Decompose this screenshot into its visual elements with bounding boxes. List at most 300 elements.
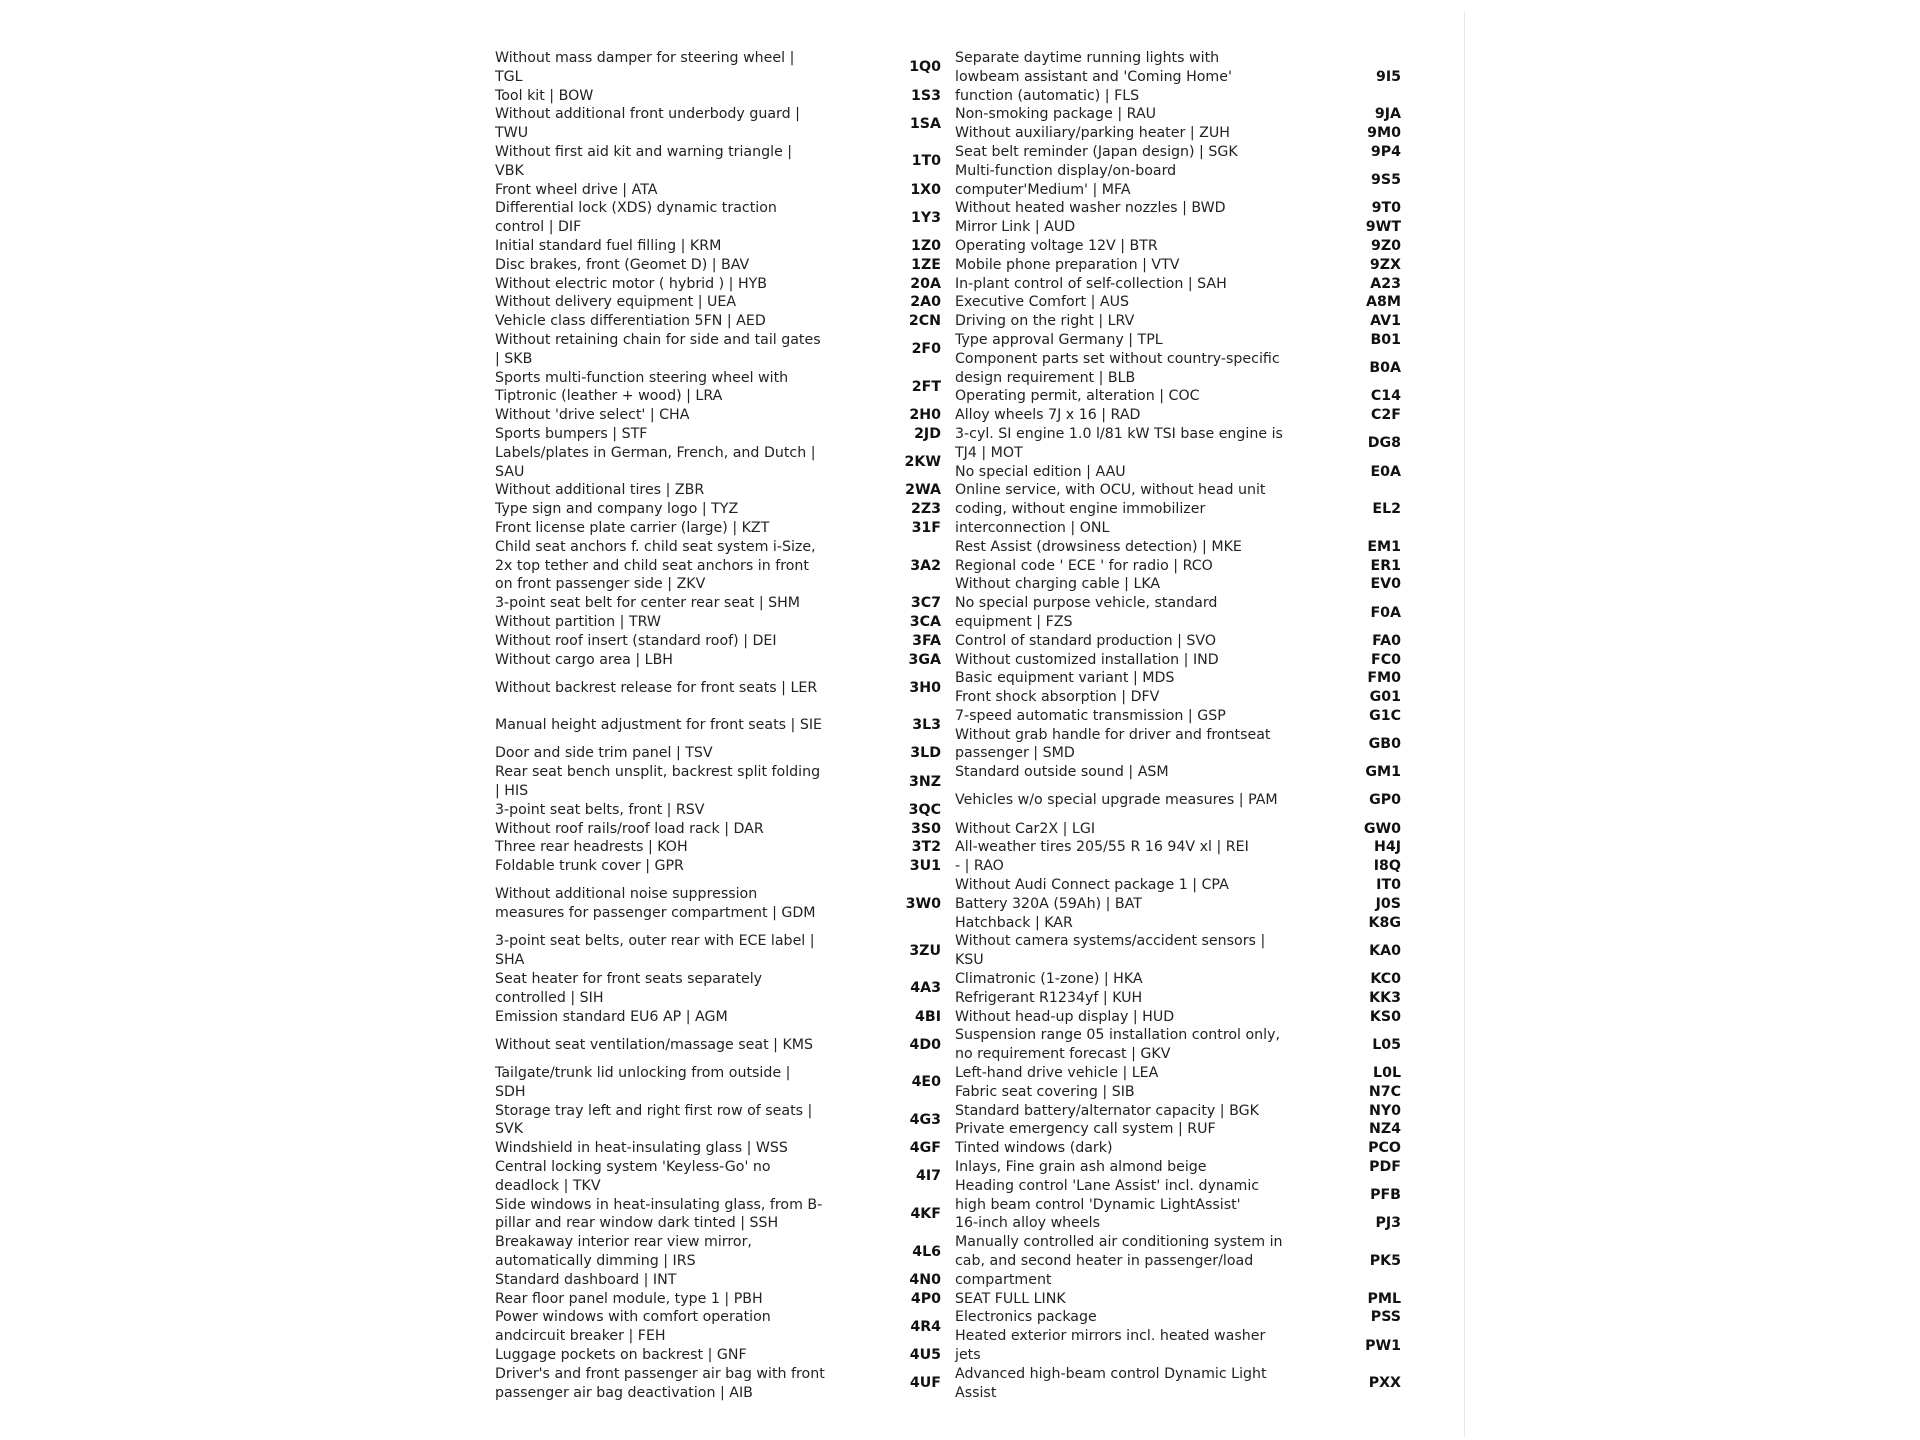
equipment-description: Differential lock (XDS) dynamic traction control | DIF [495,200,777,236]
equipment-row [495,481,941,500]
equipment-description: Advanced high-beam control Dynamic Light Assist [955,1365,1267,1401]
equipment-description: Front license plate carrier (large) | KZT [495,519,770,536]
equipment-description: Manual height adjustment for front seats | SIE [495,717,822,734]
equipment-code: 1Z0 [910,237,941,254]
equipment-description: Fabric seat covering | SIB [955,1083,1135,1100]
equipment-code: 3T2 [911,839,941,856]
equipment-description: Seat heater for front seats separately controlled | SIH [495,971,763,1006]
equipment-description: Luggage pockets on backrest | GNF [495,1346,747,1363]
equipment-code: 4A3 [910,980,941,997]
equipment-code: K8G [1368,914,1401,931]
equipment-code: 3L3 [912,717,941,734]
equipment-row [495,744,941,763]
equipment-row [495,801,941,820]
equipment-code: GB0 [1368,736,1401,753]
equipment-description: Without heated washer nozzles | BWD [955,200,1226,217]
equipment-description: Without customized installation | IND [955,651,1219,668]
equipment-row [955,669,1401,688]
equipment-code: 4UF [909,1375,941,1392]
equipment-code: 1Y3 [910,209,941,226]
equipment-code: B0A [1369,360,1401,377]
equipment-row [955,1008,1401,1027]
equipment-code: 9T0 [1371,200,1401,217]
equipment-description: Without head-up display | HUD [955,1008,1175,1025]
equipment-code: 1SA [909,115,941,132]
equipment-row [955,275,1401,294]
equipment-description: Child seat anchors f. child seat system i-Size, 2x top tether and child seat anchors in front on front passenger side | ZKV [495,538,816,593]
equipment-code: 4P0 [910,1290,941,1307]
equipment-row [955,557,1401,576]
equipment-row [955,237,1401,256]
equipment-description: Without first aid kit and warning triangle | VBK [495,143,793,179]
equipment-row [495,444,941,482]
equipment-description: 3-point seat belts, outer rear with ECE label | SHA [495,933,815,969]
equipment-description: Separate daytime running lights with lowbeam assistant and 'Coming Home' function (automatic) | FLS [955,50,1232,104]
equipment-description: Control of standard production | SVO [955,632,1217,649]
equipment-description: 3-point seat belt for center rear seat | SHM [495,595,801,612]
equipment-row [495,1196,941,1234]
equipment-row [955,331,1401,350]
equipment-row [495,932,941,970]
equipment-row [955,49,1401,105]
equipment-description: Tinted windows (dark) [955,1140,1113,1157]
equipment-code: A8M [1366,294,1401,311]
equipment-code: 9ZX [1369,256,1401,273]
equipment-code: N7C [1368,1083,1401,1100]
equipment-code: 4KF [910,1206,941,1222]
equipment-row [955,293,1401,312]
equipment-code: IT0 [1376,877,1401,894]
equipment-description: Seat belt reminder (Japan design) | SGK [955,143,1238,160]
equipment-code: DG8 [1367,435,1401,452]
equipment-code: 4U5 [909,1346,941,1363]
equipment-description: Disc brakes, front (Geomet D) | BAV [495,256,750,273]
equipment-row [955,1120,1401,1139]
equipment-description: Rest Assist (drowsiness detection) | MKE [955,538,1242,555]
equipment-row [955,651,1401,670]
equipment-row [495,331,941,369]
equipment-description: Climatronic (1-zone) | HKA [955,971,1143,988]
equipment-description: Without roof rails/roof load rack | DAR [495,820,764,837]
equipment-description: Front shock absorption | DFV [955,689,1160,706]
equipment-description: Inlays, Fine grain ash almond beige [955,1159,1207,1176]
equipment-description: All-weather tires 205/55 R 16 94V xl | REI [955,839,1249,856]
equipment-row [955,256,1401,275]
equipment-description: Without roof insert (standard roof) | DEI [495,632,777,649]
equipment-row [495,1102,941,1140]
equipment-row [495,406,941,425]
equipment-code: KC0 [1370,971,1401,988]
equipment-code: GM1 [1365,764,1401,781]
equipment-description: Without delivery equipment | UEA [495,294,737,311]
equipment-row [955,857,1401,876]
equipment-description: Without auxiliary/parking heater | ZUH [955,125,1230,142]
equipment-row [955,632,1401,651]
equipment-description: Foldable trunk cover | GPR [495,858,684,875]
equipment-description: Without retaining chain for side and tail gates | SKB [495,331,821,367]
equipment-code: 3A2 [910,557,941,574]
equipment-code: 4E0 [911,1074,941,1091]
equipment-description: Left-hand drive vehicle | LEA [955,1065,1159,1082]
equipment-description: Driver's and front passenger air bag with front passenger air bag deactivation | AIB [495,1365,825,1401]
equipment-row [955,425,1401,463]
equipment-row [955,1139,1401,1158]
equipment-code: H4J [1373,839,1401,856]
equipment-code: 4GF [909,1140,941,1157]
equipment-code: NY0 [1368,1102,1401,1119]
equipment-row [955,124,1401,143]
equipment-row [495,181,941,200]
equipment-row [495,538,941,594]
equipment-row [955,463,1401,482]
equipment-description: Component parts set without country-specific design requirement | BLB [955,350,1280,386]
equipment-row [955,1233,1401,1289]
equipment-code: 3FA [912,632,941,649]
equipment-code: 4D0 [909,1036,941,1053]
equipment-description: Hatchback | KAR [955,914,1073,931]
equipment-row [955,594,1401,632]
equipment-code: 2FT [911,378,941,395]
equipment-description: Online service, with OCU, without head unit coding, without engine immobilizer interconnection | ONL [955,482,1266,536]
equipment-code: FM0 [1367,670,1401,687]
equipment-code: 31F [911,519,941,536]
equipment-row [495,1308,941,1346]
equipment-row [495,143,941,181]
equipment-row [495,312,941,331]
equipment-row [955,312,1401,331]
equipment-row [495,1346,941,1365]
equipment-code: E0A [1370,463,1401,480]
equipment-code: NZ4 [1368,1121,1401,1138]
equipment-code: C2F [1371,407,1401,424]
equipment-code: PXX [1368,1375,1401,1392]
equipment-row [955,726,1401,764]
equipment-code: 2CN [908,313,941,330]
equipment-code: L0L [1373,1065,1401,1082]
equipment-description: Without camera systems/accident sensors | KSU [955,933,1266,969]
equipment-code: 9Z0 [1370,237,1401,254]
equipment-code: 3NZ [908,773,941,790]
equipment-row [955,105,1401,124]
equipment-code: 2Z3 [910,501,941,518]
equipment-code: 3ZU [909,942,941,959]
equipment-row [955,782,1401,820]
equipment-description: Refrigerant R1234yf | KUH [955,989,1143,1006]
equipment-code: G1C [1369,707,1401,724]
equipment-row [495,651,941,670]
left-equipment-column [495,49,941,1402]
equipment-description: Without additional noise suppression measures for passenger compartment | GDM [495,886,816,922]
equipment-code: F0A [1370,604,1401,621]
equipment-row [955,1327,1401,1365]
equipment-code: L05 [1372,1036,1401,1053]
equipment-description: Basic equipment variant | MDS [955,670,1175,687]
equipment-row [955,1158,1401,1177]
equipment-row [955,406,1401,425]
equipment-description: Without charging cable | LKA [955,576,1161,593]
equipment-description: Labels/plates in German, French, and Dutch | SAU [495,444,816,480]
equipment-row [955,763,1401,782]
equipment-row [955,1177,1401,1215]
equipment-row [495,425,941,444]
equipment-description: Sports multi-function steering wheel with Tiptronic (leather + wood) | LRA [495,369,789,405]
equipment-row [495,1139,941,1158]
equipment-code: 4N0 [909,1271,941,1288]
equipment-row [955,575,1401,594]
equipment-code: GW0 [1363,820,1401,837]
equipment-description: Alloy wheels 7J x 16 | RAD [955,407,1141,424]
equipment-row [955,1365,1401,1403]
equipment-code: GP0 [1369,792,1401,809]
equipment-description: No special purpose vehicle, standard equipment | FZS [955,595,1218,630]
equipment-code: AV1 [1370,313,1401,330]
equipment-row [495,519,941,538]
equipment-description: 16-inch alloy wheels [955,1215,1100,1232]
equipment-row [495,1271,941,1290]
equipment-code: 1X0 [910,181,941,198]
equipment-row [495,1158,941,1196]
equipment-description: Without electric motor ( hybrid ) | HYB [495,275,768,292]
equipment-row [955,1102,1401,1121]
right-equipment-column [955,49,1401,1402]
equipment-description: Without 'drive select' | CHA [495,407,690,424]
equipment-code: 9M0 [1367,125,1401,142]
equipment-code: 1ZE [911,256,941,273]
equipment-code: 3S0 [911,820,941,837]
equipment-description: Electronics package [955,1309,1097,1326]
equipment-row [495,500,941,519]
equipment-description: 3-cyl. SI engine 1.0 l/81 kW TSI base engine is TJ4 | MOT [955,425,1283,461]
equipment-row [955,1214,1401,1233]
equipment-description: Front wheel drive | ATA [495,181,658,198]
equipment-description: Battery 320A (59Ah) | BAT [955,895,1142,912]
equipment-description: Side windows in heat-insulating glass, from B-pillar and rear window dark tinted | SSH [495,1196,823,1232]
equipment-code: J0S [1375,895,1401,912]
equipment-code: EL2 [1372,501,1401,518]
equipment-description: Mobile phone preparation | VTV [955,256,1180,273]
equipment-row [495,49,941,87]
equipment-description: Operating permit, alteration | COC [955,388,1200,405]
equipment-code: 9I5 [1375,68,1401,85]
equipment-description: Type approval Germany | TPL [955,331,1163,348]
equipment-code: PJ3 [1375,1215,1401,1232]
equipment-description: Without partition | TRW [495,613,661,630]
equipment-description: Central locking system 'Keyless-Go' no deadlock | TKV [495,1159,771,1194]
equipment-description: Initial standard fuel filling | KRM [495,237,722,254]
equipment-row [495,369,941,407]
equipment-code: 9JA [1374,106,1401,123]
equipment-description: In-plant control of self-collection | SAH [955,275,1227,292]
equipment-row [955,1064,1401,1083]
equipment-description: Breakaway interior rear view mirror, automatically dimming | IRS [495,1234,752,1269]
equipment-code: KS0 [1369,1008,1401,1025]
equipment-code: 3GA [908,651,941,668]
equipment-row [955,387,1401,406]
equipment-description: - | RAO [955,858,1004,875]
equipment-description: Without grab handle for driver and frontseat passenger | SMD [955,726,1271,762]
equipment-description: Without backrest release for front seats | LER [495,679,818,696]
equipment-description: Multi-function display/on-board computer'Medium' | MFA [955,162,1177,198]
equipment-description: Windshield in heat-insulating glass | WSS [495,1140,788,1157]
equipment-description: No special edition | AAU [955,463,1126,480]
equipment-code: PFB [1370,1187,1401,1204]
equipment-row [955,820,1401,839]
equipment-row [955,707,1401,726]
equipment-description: Without additional tires | ZBR [495,482,705,499]
equipment-code: 4BI [915,1008,941,1025]
equipment-code: KA0 [1369,942,1401,959]
equipment-code: I8Q [1373,858,1401,875]
equipment-code: B01 [1370,331,1401,348]
equipment-code: PCO [1368,1140,1401,1157]
equipment-code: KK3 [1369,989,1401,1006]
equipment-row [955,538,1401,557]
equipment-code: 1S3 [911,87,941,104]
equipment-description: Operating voltage 12V | BTR [955,237,1158,254]
equipment-row [495,594,941,613]
equipment-code: 2H0 [909,407,941,424]
equipment-code: 9WT [1365,219,1401,236]
equipment-description: Executive Comfort | AUS [955,294,1129,311]
equipment-code: 1Q0 [909,59,941,76]
equipment-code: 4I7 [915,1168,941,1185]
equipment-code: 4G3 [909,1112,941,1129]
equipment-row [495,87,941,106]
equipment-code: 3C7 [910,595,941,612]
equipment-row [955,1308,1401,1327]
equipment-row [955,895,1401,914]
equipment-code: 20A [910,275,941,292]
equipment-code: 4L6 [912,1243,941,1260]
equipment-code: PDF [1369,1159,1401,1176]
equipment-description: Mirror Link | AUD [955,219,1076,236]
equipment-row [495,1026,941,1064]
equipment-code: G01 [1369,689,1401,706]
scan-edge-line [1464,12,1465,1437]
equipment-description: 3-point seat belts, front | RSV [495,801,705,818]
equipment-description: Heading control 'Lane Assist' incl. dynamic high beam control 'Dynamic LightAssist' [955,1177,1260,1213]
equipment-code: ER1 [1370,557,1401,574]
equipment-description: Power windows with comfort operation andcircuit breaker | FEH [495,1309,771,1345]
equipment-code: 2KW [904,454,941,471]
equipment-row [495,763,941,801]
equipment-description: Regional code ' ECE ' for radio | RCO [955,557,1213,574]
equipment-row [955,970,1401,989]
equipment-description: Non-smoking package | RAU [955,106,1157,123]
equipment-row [495,199,941,237]
equipment-code: 3QC [908,801,941,818]
equipment-description: Standard outside sound | ASM [955,764,1169,781]
equipment-description: Tailgate/trunk lid unlocking from outside | SDH [495,1065,791,1100]
equipment-row [495,1064,941,1102]
equipment-row [495,820,941,839]
equipment-description: Without additional front underbody guard | TWU [495,106,800,142]
equipment-row [955,350,1401,388]
equipment-row [495,237,941,256]
equipment-code: 2F0 [911,341,941,358]
equipment-description: Without Car2X | LGI [955,820,1096,837]
equipment-description: Rear seat bench unsplit, backrest split folding | HIS [495,764,821,800]
equipment-row [955,162,1401,200]
equipment-row [955,932,1401,970]
equipment-code: 3LD [910,745,941,762]
equipment-code: EM1 [1367,538,1401,555]
equipment-row [955,914,1401,933]
equipment-row [495,275,941,294]
equipment-description: Vehicle class differentiation 5FN | AED [495,313,766,330]
equipment-description: Vehicles w/o special upgrade measures | PAM [955,792,1278,809]
equipment-description: Manually controlled air conditioning system in cab, and second heater in passenger/load compartment [955,1234,1283,1288]
equipment-row [495,105,941,143]
equipment-code: 9P4 [1370,143,1401,160]
equipment-description: Without Audi Connect package 1 | CPA [955,877,1229,894]
equipment-row [495,1365,941,1403]
equipment-row [955,876,1401,895]
equipment-code: 1T0 [911,153,941,170]
equipment-code: 2A0 [910,294,941,311]
equipment-code: 3H0 [909,679,941,696]
equipment-row [955,1290,1401,1309]
equipment-row [495,293,941,312]
equipment-row [955,199,1401,218]
equipment-description: Type sign and company logo | TYZ [495,501,739,518]
equipment-code: PSS [1370,1309,1401,1326]
equipment-row [955,688,1401,707]
equipment-code: C14 [1370,388,1401,405]
equipment-description: Without mass damper for steering wheel | TGL [495,50,795,85]
equipment-row [955,989,1401,1008]
equipment-description: Private emergency call system | RUF [955,1121,1216,1138]
equipment-row [495,632,941,651]
equipment-row [495,1008,941,1027]
equipment-row [955,481,1401,537]
equipment-code: 9S5 [1371,172,1401,189]
equipment-description: Rear floor panel module, type 1 | PBH [495,1290,763,1307]
equipment-code: 4R4 [910,1318,941,1335]
equipment-description: Standard battery/alternator capacity | BGK [955,1102,1259,1119]
equipment-code: EV0 [1370,576,1401,593]
equipment-description: Suspension range 05 installation control only, no requirement forecast | GKV [955,1027,1281,1063]
equipment-row [495,1290,941,1309]
equipment-row [955,143,1401,162]
equipment-code: PK5 [1369,1253,1401,1269]
equipment-code: 3W0 [905,895,941,912]
equipment-description: Three rear headrests | KOH [495,839,688,856]
equipment-description: Without seat ventilation/massage seat | KMS [495,1036,814,1053]
equipment-description: Heated exterior mirrors incl. heated washer jets [955,1328,1266,1363]
equipment-description: Driving on the right | LRV [955,313,1135,330]
equipment-description: Storage tray left and right first row of seats | SVK [495,1102,813,1138]
equipment-description: Emission standard EU6 AP | AGM [495,1008,728,1025]
equipment-row [495,256,941,275]
equipment-code: 2JD [914,425,941,442]
equipment-description: Without cargo area | LBH [495,651,673,668]
equipment-code: FA0 [1372,632,1401,649]
equipment-code: PML [1367,1290,1401,1307]
equipment-row [495,669,941,707]
equipment-row [955,1083,1401,1102]
equipment-row [955,838,1401,857]
equipment-description: Door and side trim panel | TSV [495,745,713,762]
equipment-row [955,1026,1401,1064]
equipment-row [495,707,941,745]
equipment-code: 2WA [905,482,941,499]
equipment-code: 3U1 [909,858,941,875]
equipment-code: 3CA [909,613,941,630]
equipment-row [495,970,941,1008]
equipment-description: Standard dashboard | INT [495,1271,677,1288]
equipment-code: A23 [1370,275,1401,292]
